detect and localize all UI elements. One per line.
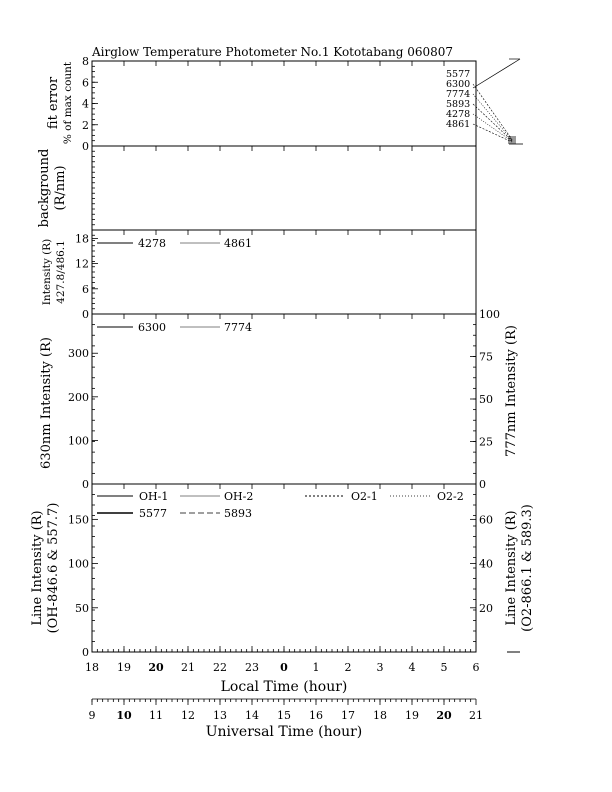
y-right-tick-label: 40: [479, 557, 493, 571]
y-tick-label: 0: [82, 140, 89, 153]
chart-title: Airglow Temperature Photometer No.1 Kototabang 060807: [92, 45, 454, 59]
local-x-tick-label: 18: [85, 661, 99, 674]
local-x-tick-label: 2: [344, 661, 352, 674]
line-right-ylabel: Line Intensity (R): [504, 510, 519, 626]
local-x-tick-label: 20: [148, 661, 164, 674]
line-left-ylabel: Line Intensity (R): [30, 510, 45, 626]
fit-error-leader-6300: [473, 84, 512, 140]
intensity-blue-ylabel: Intensity (R): [41, 238, 53, 306]
line-left-ylabel-sub: (OH-846.6 & 557.7): [46, 502, 61, 634]
ut-x-tick-label: 15: [277, 709, 291, 722]
background-ylabel: background: [37, 148, 52, 228]
ut-x-tick-label: 14: [245, 709, 259, 722]
fit-error-label-7774: 7774: [446, 89, 471, 100]
y-right-tick-label: 75: [479, 350, 493, 364]
ut-x-tick-label: 13: [213, 709, 227, 722]
line-right-ylabel-sub: (O2-866.1 & 589.3): [520, 504, 535, 632]
fit-error-label-5577: 5577: [446, 69, 471, 80]
y-tick-label: 2: [82, 118, 89, 132]
fit-error-ylabel: fit error: [46, 76, 61, 130]
ut-x-tick-label: 16: [309, 709, 323, 722]
ut-xlabel: Universal Time (hour): [205, 724, 363, 740]
y-tick-label: 18: [75, 232, 89, 246]
ut-x-tick-label: 11: [149, 709, 163, 722]
fit-error-leader-4861: [473, 124, 512, 142]
legend-label-oh1: OH-1: [139, 490, 169, 503]
legend-label-5577: 5577: [139, 507, 167, 520]
local-x-tick-label: 6: [472, 661, 480, 674]
y-tick-label: 0: [82, 308, 89, 321]
y-tick-label: 200: [68, 390, 89, 404]
legend: [97, 237, 464, 520]
ut-x-tick-label: 9: [88, 709, 96, 722]
fit-error-leader-5893: [473, 104, 512, 141]
fit-error-label-6300: 6300: [446, 79, 471, 90]
y-tick-label: 50: [75, 601, 89, 615]
local-x-tick-label: 23: [245, 661, 259, 674]
legend-label-o22: O2-2: [437, 490, 464, 503]
local-x-tick-label: 5: [440, 661, 448, 674]
fit-error-label-5893: 5893: [446, 99, 471, 110]
background-ylabel-unit: (R/nm): [53, 165, 68, 211]
local-x-tick-label: 4: [408, 661, 416, 674]
fit-error-ylabel-unit: % of max count: [62, 61, 74, 145]
panel-intensity-red: [92, 314, 476, 484]
y-tick-label: 6: [82, 76, 89, 90]
panel-fit-error: [92, 61, 476, 146]
fit-error-label-4861: 4861: [446, 119, 471, 130]
local-x-tick-label: 1: [312, 661, 320, 674]
y-tick-label: 150: [68, 513, 89, 527]
red-left-ylabel: 630nm Intensity (R): [39, 337, 54, 469]
ut-x-tick-label: 17: [341, 709, 355, 722]
fit-error-leader-4278: [473, 114, 512, 141]
y-tick-label: 0: [82, 646, 89, 659]
legend-label-7774: 7774: [224, 321, 252, 334]
legend-label-4861: 4861: [224, 237, 252, 250]
local-x-tick-label: 22: [213, 661, 227, 674]
legend-label-5893: 5893: [224, 507, 252, 520]
fit-error-leader-5577: [473, 59, 520, 88]
y-tick-label: 12: [75, 257, 89, 271]
y-tick-label: 300: [68, 347, 89, 361]
y-tick-label: 0: [82, 478, 89, 491]
ut-x-tick-label: 18: [373, 709, 387, 722]
legend-label-o21: O2-1: [351, 490, 378, 503]
y-right-tick-label: 0: [479, 478, 486, 491]
y-right-tick-label: 100: [479, 308, 500, 321]
y-right-tick-label: 25: [479, 435, 493, 449]
ut-x-tick-label: 19: [405, 709, 419, 722]
intensity-blue-ylabel-sub: 427.8/486.1: [55, 240, 67, 304]
local-x-tick-label: 19: [117, 661, 131, 674]
legend-label-6300: 6300: [138, 321, 166, 334]
local-x-tick-label: 0: [280, 661, 288, 674]
y-tick-label: 6: [82, 282, 89, 296]
ut-x-tick-label: 10: [116, 709, 132, 722]
ut-x-tick-label: 21: [469, 709, 483, 722]
y-tick-label: 8: [82, 55, 89, 68]
ut-x-tick-label: 12: [181, 709, 195, 722]
y-right-tick-label: 60: [479, 513, 493, 527]
y-right-tick-label: 50: [479, 393, 493, 406]
ut-x-tick-label: 20: [436, 709, 452, 722]
panel-background: [92, 146, 476, 230]
local-time-xlabel: Local Time (hour): [220, 679, 348, 695]
y-tick-label: 4: [82, 97, 89, 111]
y-right-tick-label: 20: [479, 601, 493, 615]
legend-label-4278: 4278: [138, 237, 166, 250]
y-tick-label: 100: [68, 557, 89, 571]
axis-ticks: [68, 55, 500, 722]
fit-error-label-4278: 4278: [446, 109, 471, 120]
local-x-tick-label: 3: [376, 661, 384, 674]
legend-label-oh2: OH-2: [224, 490, 254, 503]
red-right-ylabel: 777nm Intensity (R): [504, 325, 519, 457]
local-x-tick-label: 21: [181, 661, 195, 674]
y-tick-label: 100: [68, 434, 89, 448]
